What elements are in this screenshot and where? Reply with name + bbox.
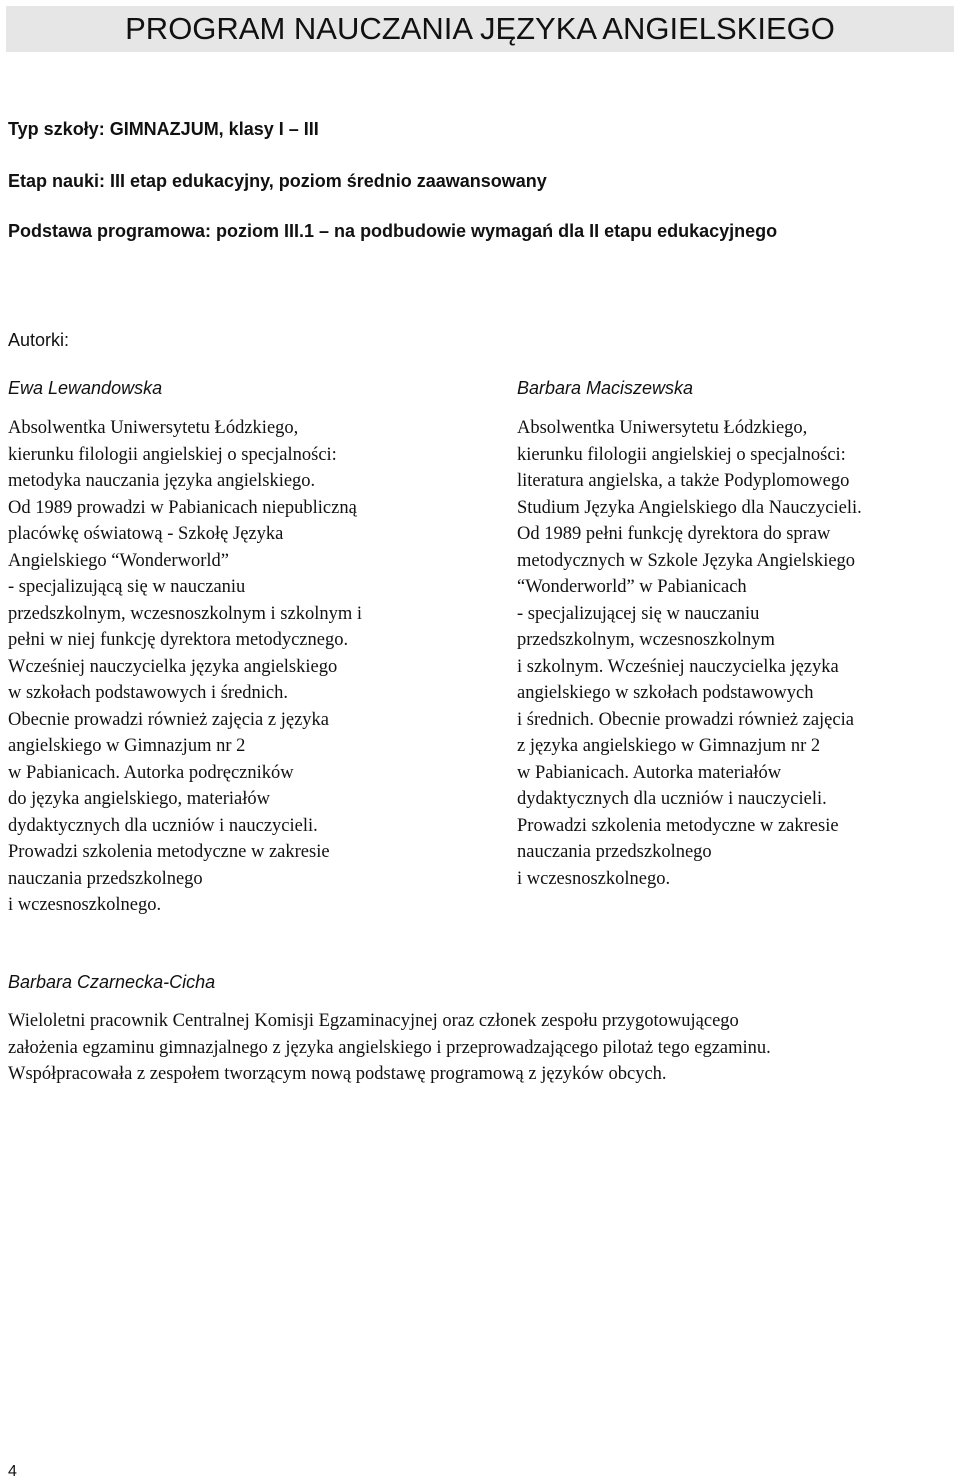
- bio-line: z języka angielskiego w Gimnazjum nr 2: [517, 736, 821, 756]
- author-name-barbara-czarnecka-cicha: Barbara Czarnecka-Cicha: [8, 972, 216, 992]
- bio-line: Od 1989 pełni funkcję dyrektora do spraw: [517, 524, 831, 544]
- bio-line: Współpracowała z zespołem tworzącym nową podstawę programową z języków obcych.: [8, 1064, 667, 1084]
- page-number: 4: [8, 1463, 17, 1480]
- bio-line: Absolwentka Uniwersytetu Łódzkiego,: [8, 418, 299, 438]
- bio-line: i średnich. Obecnie prowadzi również zajęcia: [517, 709, 854, 730]
- bio-line: nauczania przedszkolnego: [8, 868, 203, 889]
- bio-line: i wczesnoszkolnego.: [517, 868, 671, 889]
- bio-line: Od 1989 prowadzi w Pabianicach niepubliczną: [8, 497, 357, 518]
- bio-line: w Pabianicach. Autorka materiałów: [517, 762, 782, 783]
- bio-line: angielskiego w Gimnazjum nr 2: [8, 736, 246, 756]
- author-bio-ewa-lewandowska: [8, 415, 488, 919]
- bio-line: pełni w niej funkcję dyrektora metodycznego.: [8, 630, 349, 650]
- author-bio-barbara-czarnecka-cicha: [8, 1008, 958, 1088]
- bio-line: dydaktycznych dla uczniów i nauczycieli.: [517, 789, 827, 809]
- bio-line: w szkołach podstawowych i średnich.: [8, 683, 289, 703]
- curriculum-base-line: Podstawa programowa: poziom III.1 – na podbudowie wymagań dla II etapu edukacyjnego: [8, 221, 778, 241]
- bio-line: Studium Języka Angielskiego dla Nauczycieli.: [517, 497, 862, 518]
- bio-line: kierunku filologii angielskiej o specjalności:: [8, 444, 337, 465]
- title-banner: [6, 6, 954, 52]
- bio-line: założenia egzaminu gimnazjalnego z języka angielskiego i przeprowadzającego pilotaż tego egzaminu.: [8, 1037, 771, 1058]
- bio-line: Absolwentka Uniwersytetu Łódzkiego,: [517, 418, 808, 438]
- bio-line: przedszkolnym, wczesnoszkolnym: [517, 630, 775, 650]
- author-name-barbara-maciszewska: Barbara Maciszewska: [517, 378, 694, 398]
- bio-line: nauczania przedszkolnego: [517, 842, 712, 862]
- bio-line: Prowadzi szkolenia metodyczne w zakresie: [8, 842, 330, 862]
- bio-line: Prowadzi szkolenia metodyczne w zakresie: [517, 815, 839, 836]
- bio-line: literatura angielska, a także Podyplomowego: [517, 471, 850, 491]
- bio-line: do języka angielskiego, materiałów: [8, 789, 270, 809]
- bio-line: i wczesnoszkolnego.: [8, 895, 162, 915]
- education-stage-line: Etap nauki: III etap edukacyjny, poziom średnio zaawansowany: [8, 171, 547, 191]
- bio-line: - specjalizującej się w nauczaniu: [517, 603, 760, 624]
- bio-line: metodyka nauczania języka angielskiego.: [8, 471, 316, 491]
- bio-line: Wieloletni pracownik Centralnej Komisji Egzaminacyjnej oraz członek zespołu przygotowującego: [8, 1011, 739, 1031]
- bio-line: “Wonderworld” w Pabianicach: [517, 577, 747, 597]
- bio-line: kierunku filologii angielskiej o specjalności:: [517, 444, 846, 465]
- school-type-line: Typ szkoły: GIMNAZJUM, klasy I – III: [8, 119, 319, 139]
- author-bio-barbara-maciszewska: [517, 415, 957, 892]
- authors-label: Autorki:: [8, 330, 70, 350]
- bio-line: dydaktycznych dla uczniów i nauczycieli.: [8, 815, 318, 836]
- bio-line: angielskiego w szkołach podstawowych: [517, 683, 814, 703]
- bio-line: Wcześniej nauczycielka języka angielskiego: [8, 656, 338, 677]
- author-name-ewa-lewandowska: Ewa Lewandowska: [8, 378, 163, 398]
- bio-line: placówkę oświatową - Szkołę Języka: [8, 524, 284, 544]
- bio-line: Obecnie prowadzi również zajęcia z języka: [8, 709, 329, 730]
- page-title: PROGRAM NAUCZANIA JĘZYKA ANGIELSKIEGO: [125, 11, 835, 46]
- bio-line: i szkolnym. Wcześniej nauczycielka języka: [517, 656, 839, 677]
- bio-line: Angielskiego “Wonderworld”: [8, 550, 229, 571]
- bio-line: przedszkolnym, wczesnoszkolnym i szkolnym i: [8, 603, 363, 624]
- bio-line: metodycznych w Szkole Języka Angielskiego: [517, 550, 856, 571]
- bio-line: - specjalizującą się w nauczaniu: [8, 577, 246, 597]
- bio-line: w Pabianicach. Autorka podręczników: [8, 762, 294, 783]
